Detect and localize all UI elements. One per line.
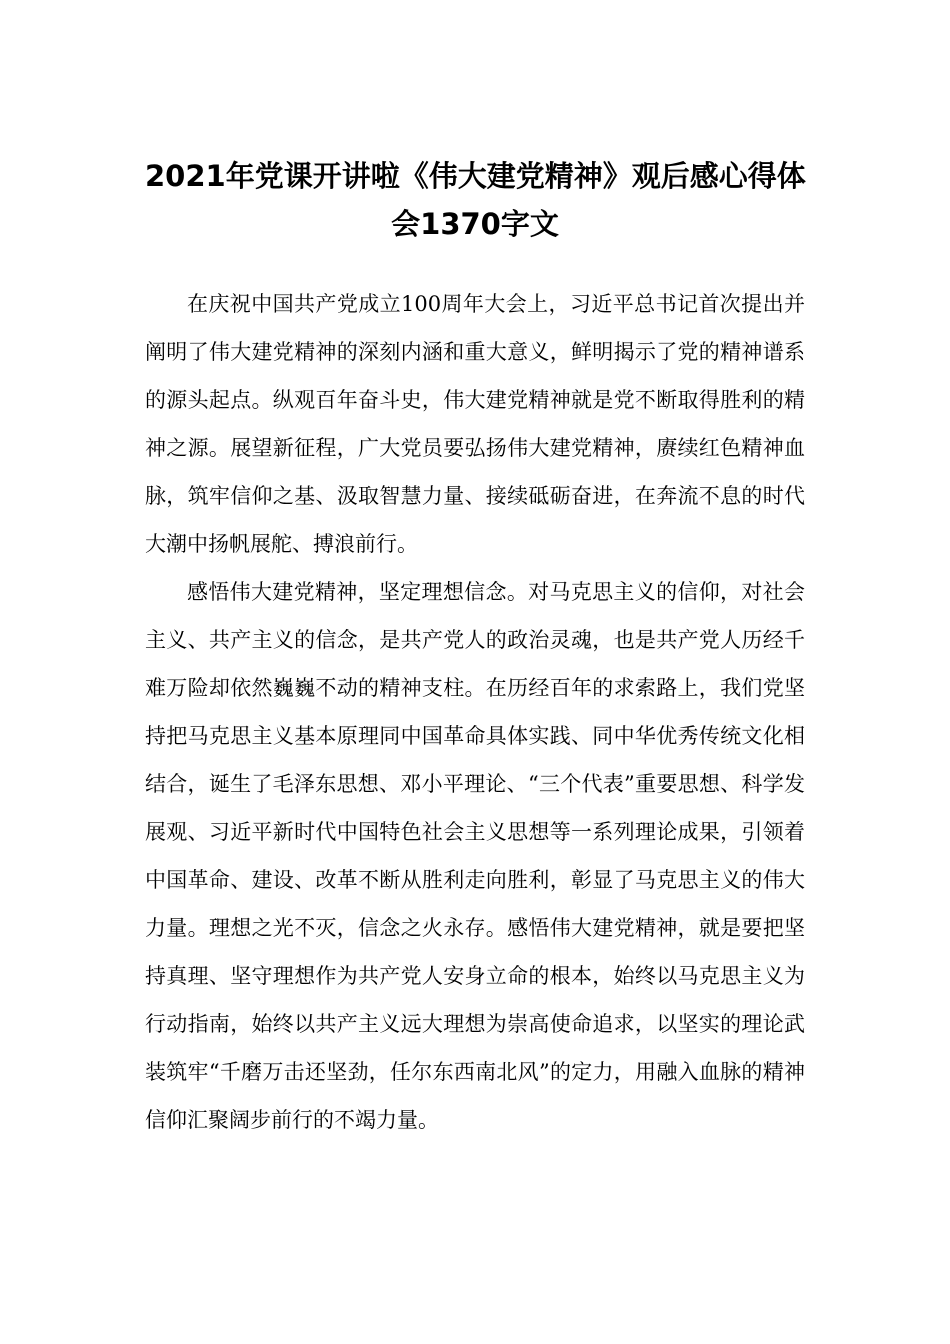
paragraph-1: 在庆祝中国共产党成立100周年大会上，习近平总书记首次提出并阐明了伟大建党精神的深刻内涵和重大意义，鲜明揭示了党的精神谱系的源头起点。纵观百年奋斗史，伟大建党精神就是党不断取得胜利的精神之源。展望新征程，广大党员要弘扬伟大建党精神，赓续红色精神血脉，筑牢信仰之基、汲取智慧力量、接续砥砺奋进，在奔流不息的时代大潮中扬帆展舵、搏浪前行。 xyxy=(145,292,805,556)
title-line-2: 会1370字文 xyxy=(391,207,559,241)
paragraph-2: 感悟伟大建党精神，坚定理想信念。对马克思主义的信仰，对社会主义、共产主义的信念，是共产党人的政治灵魂，也是共产党人历经千难万险却依然巍巍不动的精神支柱。在历经百年的求索路上，我们党坚持把马克思主义基本原理同中国革命具体实践、同中华优秀传统文化相结合，诞生了毛泽东思想、邓小平理论、“三个代表”重要思想、科学发展观、习近平新时代中国特色社会主义思想等一系列理论成果，引领着中国革命、建设、改革不断从胜利走向胜利，彰显了马克思主义的伟大力量。理想之光不灭，信念之火永存。感悟伟大建党精神，就是要把坚持真理、坚守理想作为共产党人安身立命的根本，始终以马克思主义为行动指南，始终以共产主义远大理想为崇高使命追求，以坚实的理论武装筑牢“千磨万击还坚劲，任尔东西南北风”的定力，用融入血脉的精神信仰汇聚阔步前行的不竭力量。 xyxy=(145,580,805,1132)
document-title xyxy=(145,152,805,248)
title-line-1: 2021年党课开讲啦《伟大建党精神》观后感心得体 xyxy=(145,159,806,193)
document-body xyxy=(145,280,805,1144)
